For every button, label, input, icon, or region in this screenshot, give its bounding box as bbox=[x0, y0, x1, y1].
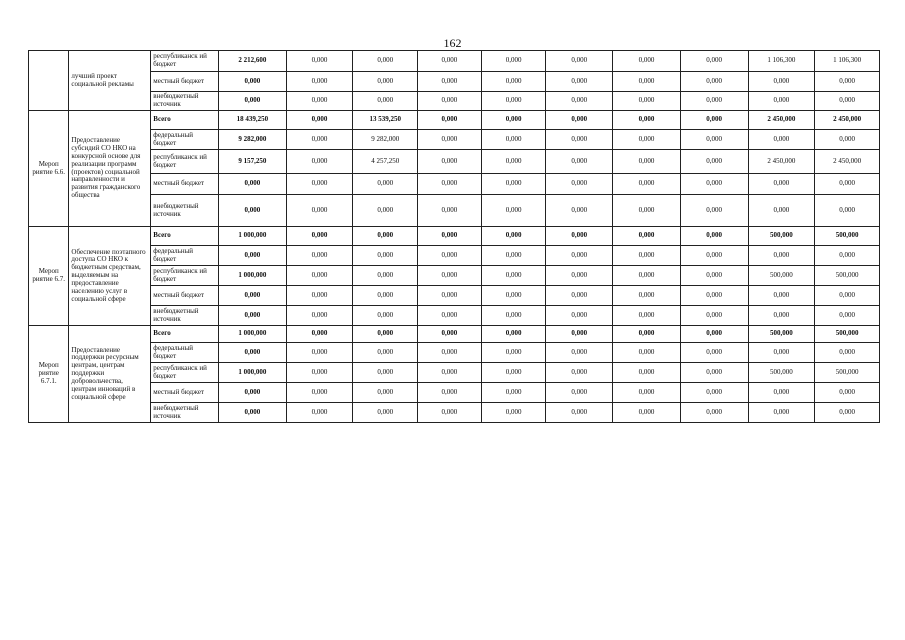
value-cell: 0,000 bbox=[353, 246, 418, 266]
value-cell: 500,000 bbox=[748, 266, 815, 286]
value-cell: 0,000 bbox=[481, 111, 546, 130]
value-cell: 0,000 bbox=[481, 403, 546, 423]
total-cell: 18 439,250 bbox=[218, 111, 286, 130]
value-cell: 0,000 bbox=[286, 343, 353, 363]
total-cell: 9 282,000 bbox=[218, 130, 286, 150]
funding-source-cell: федеральный бюджет bbox=[151, 130, 219, 150]
value-cell: 0,000 bbox=[418, 150, 482, 174]
value-cell: 9 282,000 bbox=[353, 130, 418, 150]
value-cell: 0,000 bbox=[613, 195, 681, 227]
value-cell: 0,000 bbox=[286, 92, 353, 111]
value-cell: 0,000 bbox=[815, 403, 880, 423]
value-cell: 0,000 bbox=[680, 266, 748, 286]
value-cell: 0,000 bbox=[353, 72, 418, 92]
value-cell: 0,000 bbox=[546, 72, 613, 92]
funding-source-cell: республиканск ий бюджет bbox=[151, 150, 219, 174]
value-cell: 0,000 bbox=[418, 195, 482, 227]
value-cell: 0,000 bbox=[418, 246, 482, 266]
funding-source-cell: федеральный бюджет bbox=[151, 246, 219, 266]
value-cell: 0,000 bbox=[353, 174, 418, 195]
total-cell: 0,000 bbox=[218, 72, 286, 92]
total-cell: 0,000 bbox=[218, 383, 286, 403]
value-cell: 0,000 bbox=[481, 306, 546, 326]
total-cell: 9 157,250 bbox=[218, 150, 286, 174]
value-cell: 0,000 bbox=[680, 246, 748, 266]
value-cell: 0,000 bbox=[418, 403, 482, 423]
total-cell: 0,000 bbox=[218, 92, 286, 111]
value-cell: 0,000 bbox=[680, 326, 748, 343]
value-cell: 0,000 bbox=[353, 92, 418, 111]
value-cell: 0,000 bbox=[546, 266, 613, 286]
value-cell: 0,000 bbox=[286, 130, 353, 150]
total-cell: 2 212,600 bbox=[218, 51, 286, 72]
value-cell: 0,000 bbox=[748, 343, 815, 363]
value-cell: 0,000 bbox=[680, 174, 748, 195]
value-cell: 2 450,000 bbox=[815, 150, 880, 174]
activity-cell: Мероп риятие 6.6. bbox=[29, 111, 69, 227]
value-cell: 0,000 bbox=[613, 403, 681, 423]
table-row bbox=[29, 246, 880, 266]
value-cell: 0,000 bbox=[613, 343, 681, 363]
value-cell: 0,000 bbox=[680, 227, 748, 246]
value-cell: 500,000 bbox=[815, 227, 880, 246]
value-cell: 0,000 bbox=[815, 130, 880, 150]
value-cell: 0,000 bbox=[680, 306, 748, 326]
value-cell: 0,000 bbox=[286, 246, 353, 266]
value-cell: 0,000 bbox=[680, 343, 748, 363]
value-cell: 0,000 bbox=[481, 51, 546, 72]
funding-source-cell: Всего bbox=[151, 326, 219, 343]
value-cell: 500,000 bbox=[748, 227, 815, 246]
value-cell: 0,000 bbox=[481, 72, 546, 92]
funding-source-cell: республиканск ий бюджет bbox=[151, 51, 219, 72]
value-cell: 0,000 bbox=[546, 150, 613, 174]
value-cell: 0,000 bbox=[546, 306, 613, 326]
value-cell: 0,000 bbox=[680, 383, 748, 403]
value-cell: 0,000 bbox=[481, 326, 546, 343]
value-cell: 0,000 bbox=[546, 130, 613, 150]
value-cell: 13 539,250 bbox=[353, 111, 418, 130]
value-cell: 0,000 bbox=[286, 111, 353, 130]
value-cell: 2 450,000 bbox=[815, 111, 880, 130]
value-cell: 0,000 bbox=[613, 383, 681, 403]
total-cell: 0,000 bbox=[218, 195, 286, 227]
value-cell: 0,000 bbox=[418, 343, 482, 363]
value-cell: 0,000 bbox=[353, 403, 418, 423]
description-cell: Предоставление поддержки ресурсным центрам, центрам поддержки добровольчества, центрам инноваций в социальной сфере bbox=[69, 326, 151, 423]
value-cell: 0,000 bbox=[353, 326, 418, 343]
total-cell: 0,000 bbox=[218, 286, 286, 306]
table-row bbox=[29, 111, 880, 130]
value-cell: 0,000 bbox=[286, 286, 353, 306]
page-number: 162 bbox=[443, 36, 462, 50]
funding-source-cell: внебюджетный источник bbox=[151, 195, 219, 227]
value-cell: 1 106,300 bbox=[815, 51, 880, 72]
value-cell: 0,000 bbox=[418, 51, 482, 72]
value-cell: 0,000 bbox=[481, 92, 546, 111]
value-cell: 0,000 bbox=[546, 343, 613, 363]
funding-source-cell: местный бюджет bbox=[151, 174, 219, 195]
value-cell: 0,000 bbox=[613, 92, 681, 111]
funding-source-cell: местный бюджет bbox=[151, 383, 219, 403]
table-row bbox=[29, 286, 880, 306]
value-cell: 0,000 bbox=[546, 195, 613, 227]
activity-cell bbox=[29, 51, 69, 111]
value-cell: 0,000 bbox=[815, 246, 880, 266]
value-cell: 0,000 bbox=[286, 326, 353, 343]
table-row bbox=[29, 92, 880, 111]
value-cell: 0,000 bbox=[418, 174, 482, 195]
value-cell: 0,000 bbox=[286, 150, 353, 174]
value-cell: 0,000 bbox=[418, 306, 482, 326]
value-cell: 0,000 bbox=[748, 72, 815, 92]
value-cell: 0,000 bbox=[815, 92, 880, 111]
table-row bbox=[29, 403, 880, 423]
value-cell: 2 450,000 bbox=[748, 150, 815, 174]
value-cell: 0,000 bbox=[418, 130, 482, 150]
value-cell: 0,000 bbox=[613, 266, 681, 286]
value-cell: 500,000 bbox=[815, 326, 880, 343]
table-row bbox=[29, 363, 880, 383]
value-cell: 0,000 bbox=[748, 383, 815, 403]
table-row bbox=[29, 130, 880, 150]
value-cell: 0,000 bbox=[546, 363, 613, 383]
value-cell: 0,000 bbox=[680, 111, 748, 130]
table-row bbox=[29, 174, 880, 195]
value-cell: 0,000 bbox=[613, 246, 681, 266]
value-cell: 0,000 bbox=[418, 92, 482, 111]
value-cell: 0,000 bbox=[815, 306, 880, 326]
value-cell: 0,000 bbox=[481, 246, 546, 266]
table-row bbox=[29, 227, 880, 246]
funding-source-cell: Всего bbox=[151, 111, 219, 130]
value-cell: 0,000 bbox=[613, 286, 681, 306]
value-cell: 0,000 bbox=[680, 92, 748, 111]
value-cell: 0,000 bbox=[815, 383, 880, 403]
table-row bbox=[29, 306, 880, 326]
table-row bbox=[29, 51, 880, 72]
value-cell: 0,000 bbox=[481, 266, 546, 286]
value-cell: 0,000 bbox=[353, 363, 418, 383]
funding-source-cell: республиканск ий бюджет bbox=[151, 363, 219, 383]
value-cell: 0,000 bbox=[286, 195, 353, 227]
value-cell: 0,000 bbox=[680, 150, 748, 174]
value-cell: 0,000 bbox=[286, 51, 353, 72]
total-cell: 1 000,000 bbox=[218, 363, 286, 383]
value-cell: 0,000 bbox=[353, 286, 418, 306]
value-cell: 0,000 bbox=[613, 150, 681, 174]
total-cell: 0,000 bbox=[218, 343, 286, 363]
value-cell: 0,000 bbox=[353, 343, 418, 363]
value-cell: 2 450,000 bbox=[748, 111, 815, 130]
funding-source-cell: Всего bbox=[151, 227, 219, 246]
value-cell: 0,000 bbox=[815, 343, 880, 363]
value-cell: 0,000 bbox=[613, 174, 681, 195]
table-body bbox=[29, 51, 880, 423]
value-cell: 0,000 bbox=[418, 266, 482, 286]
value-cell: 0,000 bbox=[546, 51, 613, 72]
value-cell: 0,000 bbox=[546, 246, 613, 266]
value-cell: 0,000 bbox=[546, 403, 613, 423]
table-row bbox=[29, 150, 880, 174]
value-cell: 0,000 bbox=[546, 111, 613, 130]
value-cell: 0,000 bbox=[286, 383, 353, 403]
funding-source-cell: внебюджетный источник bbox=[151, 306, 219, 326]
table-row bbox=[29, 343, 880, 363]
value-cell: 0,000 bbox=[748, 130, 815, 150]
value-cell: 0,000 bbox=[546, 227, 613, 246]
value-cell: 0,000 bbox=[680, 130, 748, 150]
value-cell: 0,000 bbox=[748, 286, 815, 306]
value-cell: 0,000 bbox=[680, 72, 748, 92]
total-cell: 1 000,000 bbox=[218, 266, 286, 286]
funding-source-cell: внебюджетный источник bbox=[151, 403, 219, 423]
value-cell: 0,000 bbox=[286, 363, 353, 383]
value-cell: 0,000 bbox=[748, 246, 815, 266]
value-cell: 0,000 bbox=[286, 72, 353, 92]
funding-source-cell: республиканск ий бюджет bbox=[151, 266, 219, 286]
description-cell: лучший проект социальной рекламы bbox=[69, 51, 151, 111]
value-cell: 0,000 bbox=[613, 130, 681, 150]
value-cell: 0,000 bbox=[353, 383, 418, 403]
value-cell: 1 106,300 bbox=[748, 51, 815, 72]
value-cell: 0,000 bbox=[613, 111, 681, 130]
value-cell: 0,000 bbox=[418, 383, 482, 403]
value-cell: 4 257,250 bbox=[353, 150, 418, 174]
total-cell: 1 000,000 bbox=[218, 227, 286, 246]
value-cell: 0,000 bbox=[680, 51, 748, 72]
value-cell: 0,000 bbox=[748, 403, 815, 423]
value-cell: 0,000 bbox=[815, 286, 880, 306]
value-cell: 0,000 bbox=[815, 174, 880, 195]
activity-cell: Мероп риятие 6.7. bbox=[29, 227, 69, 326]
value-cell: 0,000 bbox=[613, 51, 681, 72]
value-cell: 0,000 bbox=[286, 174, 353, 195]
value-cell: 0,000 bbox=[546, 326, 613, 343]
value-cell: 0,000 bbox=[418, 227, 482, 246]
budget-table bbox=[28, 50, 880, 423]
activity-cell: Мероп риятие 6.7.1. bbox=[29, 326, 69, 423]
value-cell: 500,000 bbox=[815, 363, 880, 383]
value-cell: 0,000 bbox=[418, 72, 482, 92]
table-row bbox=[29, 195, 880, 227]
value-cell: 0,000 bbox=[748, 195, 815, 227]
value-cell: 0,000 bbox=[748, 306, 815, 326]
value-cell: 0,000 bbox=[481, 130, 546, 150]
value-cell: 500,000 bbox=[815, 266, 880, 286]
value-cell: 0,000 bbox=[481, 227, 546, 246]
value-cell: 0,000 bbox=[481, 174, 546, 195]
table-row bbox=[29, 326, 880, 343]
value-cell: 0,000 bbox=[353, 51, 418, 72]
value-cell: 0,000 bbox=[286, 227, 353, 246]
value-cell: 0,000 bbox=[613, 227, 681, 246]
value-cell: 0,000 bbox=[353, 306, 418, 326]
funding-source-cell: федеральный бюджет bbox=[151, 343, 219, 363]
value-cell: 0,000 bbox=[613, 306, 681, 326]
value-cell: 0,000 bbox=[418, 326, 482, 343]
description-cell: Предоставление субсидий СО НКО на конкурсной основе для реализации программ (проектов) социальной направленности и развития гражданского общества bbox=[69, 111, 151, 227]
total-cell: 1 000,000 bbox=[218, 326, 286, 343]
value-cell: 0,000 bbox=[286, 266, 353, 286]
value-cell: 0,000 bbox=[286, 403, 353, 423]
value-cell: 0,000 bbox=[546, 174, 613, 195]
value-cell: 0,000 bbox=[418, 363, 482, 383]
value-cell: 0,000 bbox=[418, 286, 482, 306]
funding-source-cell: местный бюджет bbox=[151, 72, 219, 92]
total-cell: 0,000 bbox=[218, 174, 286, 195]
total-cell: 0,000 bbox=[218, 306, 286, 326]
value-cell: 0,000 bbox=[418, 111, 482, 130]
value-cell: 0,000 bbox=[353, 195, 418, 227]
value-cell: 0,000 bbox=[481, 195, 546, 227]
value-cell: 0,000 bbox=[613, 326, 681, 343]
table-row bbox=[29, 266, 880, 286]
total-cell: 0,000 bbox=[218, 403, 286, 423]
value-cell: 0,000 bbox=[353, 227, 418, 246]
value-cell: 0,000 bbox=[680, 286, 748, 306]
value-cell: 0,000 bbox=[613, 72, 681, 92]
funding-source-cell: местный бюджет bbox=[151, 286, 219, 306]
value-cell: 500,000 bbox=[748, 326, 815, 343]
value-cell: 0,000 bbox=[481, 383, 546, 403]
value-cell: 0,000 bbox=[815, 72, 880, 92]
value-cell: 0,000 bbox=[680, 195, 748, 227]
value-cell: 0,000 bbox=[748, 174, 815, 195]
value-cell: 0,000 bbox=[481, 343, 546, 363]
value-cell: 0,000 bbox=[680, 363, 748, 383]
value-cell: 0,000 bbox=[680, 403, 748, 423]
value-cell: 0,000 bbox=[481, 150, 546, 174]
value-cell: 0,000 bbox=[546, 286, 613, 306]
value-cell: 0,000 bbox=[286, 306, 353, 326]
funding-source-cell: внебюджетный источник bbox=[151, 92, 219, 111]
value-cell: 0,000 bbox=[481, 286, 546, 306]
value-cell: 500,000 bbox=[748, 363, 815, 383]
value-cell: 0,000 bbox=[815, 195, 880, 227]
table-row bbox=[29, 383, 880, 403]
value-cell: 0,000 bbox=[546, 92, 613, 111]
value-cell: 0,000 bbox=[613, 363, 681, 383]
description-cell: Обеспечение поэтапного доступа СО НКО к бюджетным средствам, выделяемым на предоставление населению услуг в социальной сфере bbox=[69, 227, 151, 326]
value-cell: 0,000 bbox=[481, 363, 546, 383]
table-row bbox=[29, 72, 880, 92]
total-cell: 0,000 bbox=[218, 246, 286, 266]
value-cell: 0,000 bbox=[546, 383, 613, 403]
value-cell: 0,000 bbox=[748, 92, 815, 111]
value-cell: 0,000 bbox=[353, 266, 418, 286]
